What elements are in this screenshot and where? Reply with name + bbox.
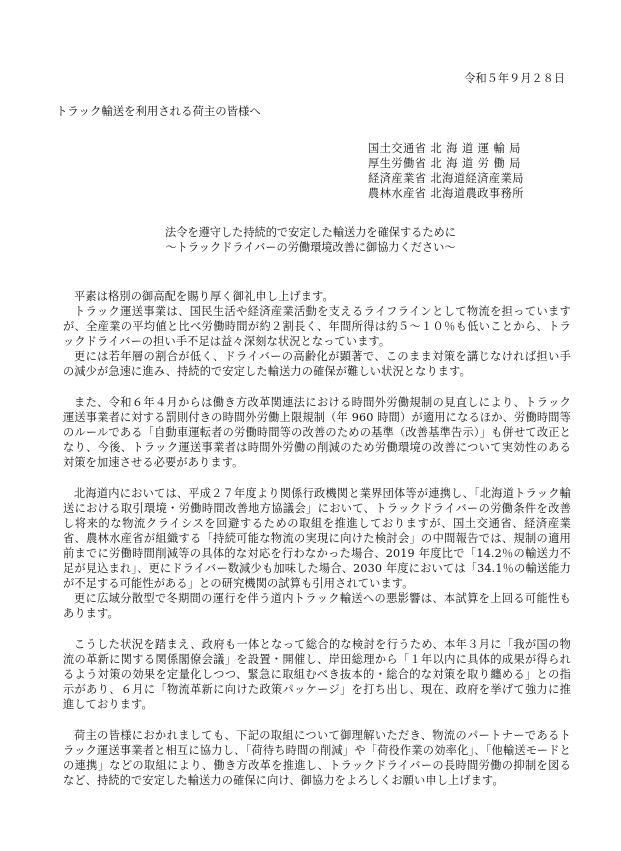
letter-body bbox=[63, 289, 571, 788]
letter-title bbox=[0, 225, 621, 255]
paragraph-gap bbox=[63, 712, 571, 728]
sender-line: 国土交通省 北 海 道 運 輸 局 bbox=[368, 142, 521, 155]
paragraph-gap bbox=[63, 470, 571, 486]
sender-list bbox=[368, 141, 564, 201]
paragraph-aging: 更には若年層の割合が低く、ドライバーの高齢化が顕著で、このまま対策を講じなければ担い手の減少が急速に進み、持続的で安定した輸送力の確保が難しい状況となります。 bbox=[63, 350, 571, 378]
addressee: トラック輸送を利用される荷主の皆様へ bbox=[56, 104, 261, 118]
sender-line: 農林水産省 北海道農政事務所 bbox=[368, 187, 524, 200]
paragraph-regulation: また、令和６年４月からは働き方改革関連法における時間外労働規制の見直しにより、トラック運送事業者に対する罰則付きの時間外労働上限規制（年 960 時間）が適用になるほか、労働時間等のルールである「自動車運転者の労働時間等の改善のための基準（改善基準告示）」も併せて改正となり、今後、トラック運送事業者は時間外労働の削減のため労働環境の改善について実効性のある対策を加速させる必要があります。 bbox=[63, 396, 571, 469]
paragraph-hokkaido: 北海道内においては、平成２７年度より関係行政機関と業界団体等が連携し、「北海道トラック輸送における取引環境・労働時間改善地方協議会」において、トラックドライバーの労働条件を改善し将来的な物流クライシスを回避するための取組を推進しておりますが、国土交通省、経済産業省、農林水産省が組織する「持続可能な物流の実現に向けた検討会」の中間報告では、規制の適用前までに労働時間削減等の具体的な対応を行わなかった場合、2019 年度比で「14.2％の輸送力不足が見込まれ」、更にドライバー数減少も加味した場合、2030 年度においては「34.1％の輸送能力が不足する可能性がある」との研究機関の試算も引用されています。 bbox=[63, 487, 571, 590]
paragraph-gap bbox=[63, 379, 571, 395]
title-line-1: 法令を遵守した持続的で安定した輸送力を確保するために bbox=[165, 226, 456, 239]
paragraph-gap bbox=[63, 621, 571, 637]
paragraph-winter-impact: 更に広域分散型で冬期間の運行を伴う道内トラック輸送への悪影響は、本試算を上回る可能性もあります。 bbox=[63, 592, 571, 620]
sender-line: 経済産業省 北海道経済産業局 bbox=[368, 172, 524, 185]
letter-date: 令和５年９月２８日 bbox=[464, 72, 565, 85]
title-line-2: ～トラックドライバーの労働環境改善に御協力ください～ bbox=[165, 241, 456, 254]
paragraph-government: こうした状況を踏まえ、政府も一体となって総合的な検討を行うため、本年３月に「我が国の物流の革新に関する関係閣僚会議」を設置・開催し、岸田総理から「１年以内に具体的成果が得られるよう対策の効果を定量化しつつ、緊急に取組むべき抜本的・総合的な対策を取り纏める」との指示があり、６月に「物流革新に向けた政策パッケージ」を打ち出し、現在、政府を挙げて強力に推進しております。 bbox=[63, 638, 571, 711]
paragraph-industry: トラック運送事業は、国民生活や経済産業活動を支えるライフラインとして物流を担っていますが、全産業の平均値と比べ労働時間が約２割長く、年間所得は約５～１０％も低いことから、トラックドライバーの担い手不足は益々深刻な状況となっています。 bbox=[63, 305, 571, 348]
paragraph-request: 荷主の皆様におかれましても、下記の取組について御理解いただき、物流のパートナーであるトラック運送事業者と相互に協力し、「荷待ち時間の削減」や「荷役作業の効率化」、「他輸送モードとの連携」などの取組により、働き方改革を推進し、トラックドライバーの長時間労働の抑制を図るなど、持続的で安定した輸送力の確保に向け、御協力をよろしくお願い申し上げます。 bbox=[63, 729, 571, 787]
sender-line: 厚生労働省 北 海 道 労 働 局 bbox=[368, 157, 521, 170]
paragraph-greeting: 平素は格別の御高配を賜り厚く御礼申し上げます。 bbox=[74, 290, 334, 303]
